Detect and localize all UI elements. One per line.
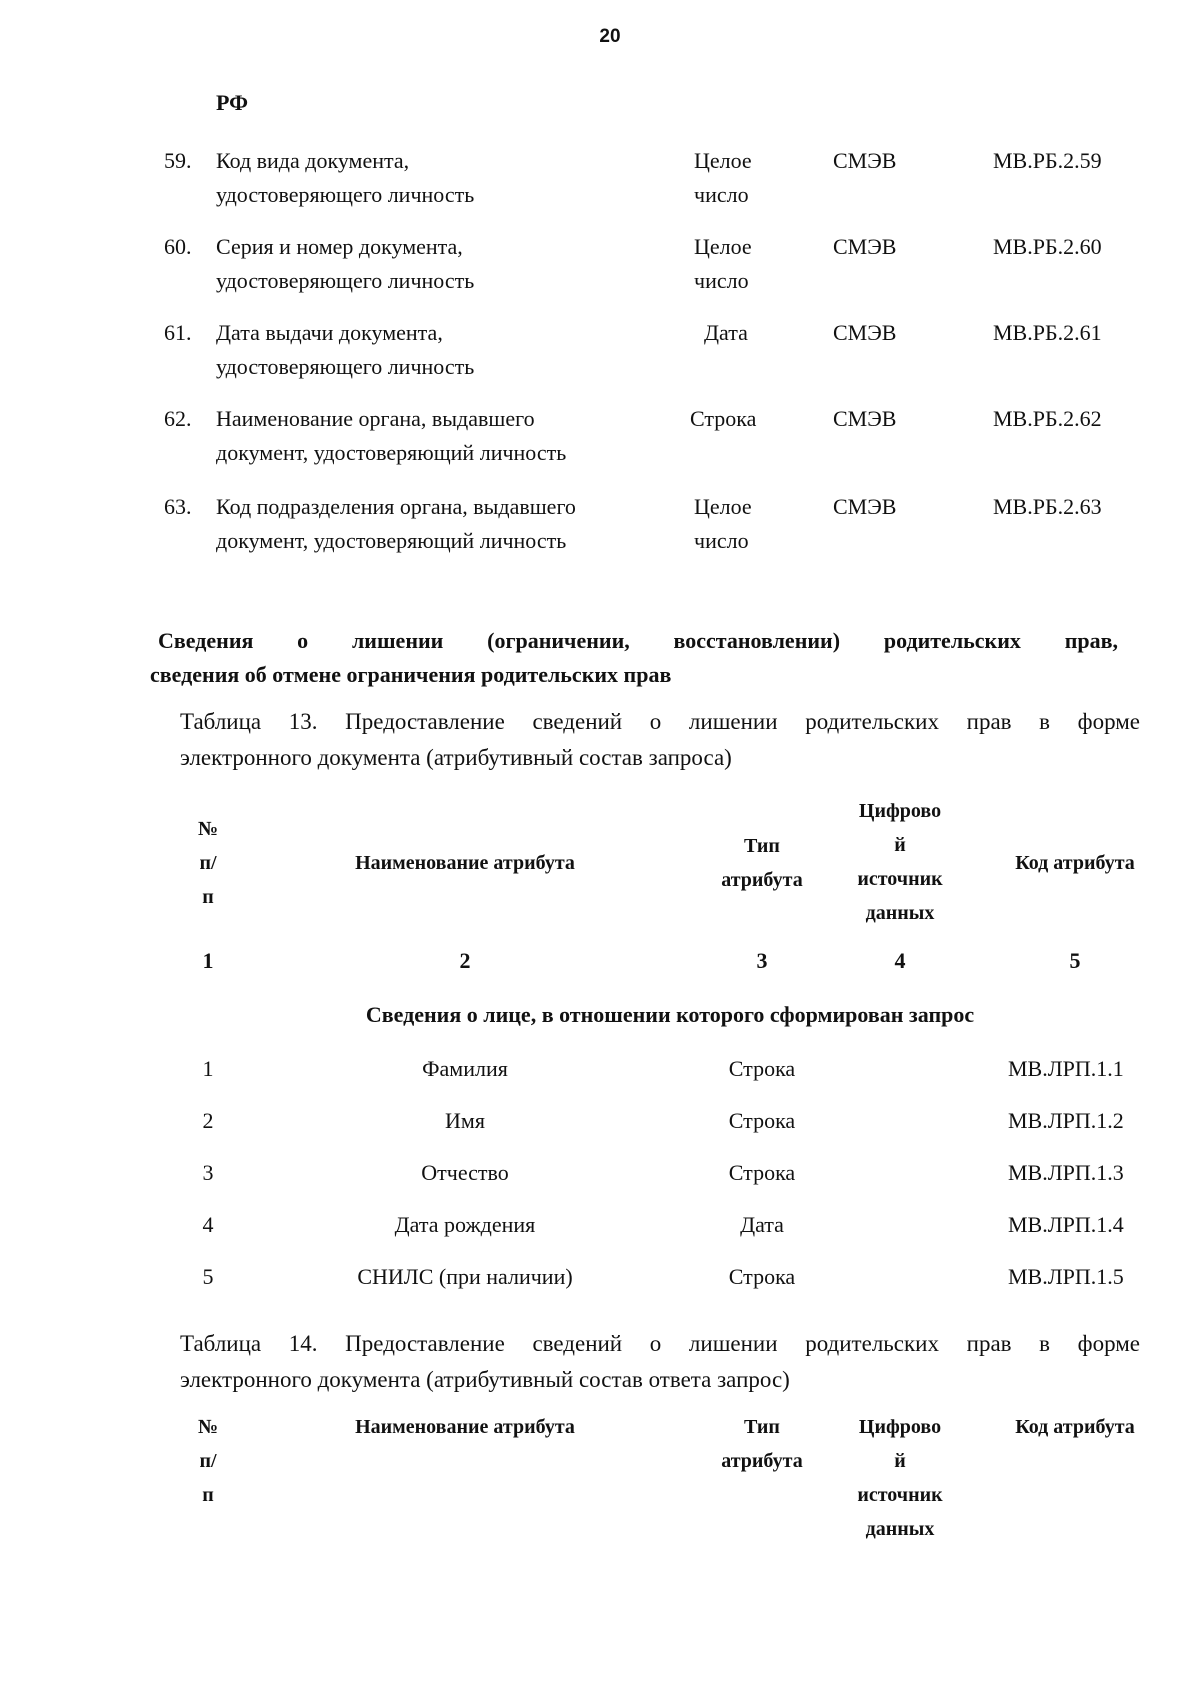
row-type: число: [694, 528, 749, 553]
row-type: Целое: [694, 234, 752, 259]
row-number: 60.: [164, 234, 192, 259]
header-num: [180, 812, 236, 914]
row-name-line: Код вида документа,: [216, 148, 410, 173]
header-source-line: источник: [857, 1484, 943, 1506]
row-name: Фамилия: [422, 1056, 508, 1081]
header-name: Наименование атрибута: [355, 1416, 575, 1438]
row-number: 63.: [164, 494, 192, 519]
row-name-line: удостоверяющего личность: [216, 354, 475, 379]
row-number: 5: [202, 1264, 214, 1289]
header-name: Наименование атрибута: [355, 852, 575, 874]
header-source: [838, 1410, 962, 1546]
column-number: 2: [459, 948, 471, 973]
row-name: СНИЛС (при наличии): [357, 1264, 573, 1289]
header-type: [700, 1410, 824, 1478]
row-source: СМЭВ: [833, 406, 897, 431]
row-name-line: документ, удостоверяющий личность: [216, 440, 567, 465]
header-source-line: й: [894, 1450, 906, 1472]
row-name-line: документ, удостоверяющий личность: [216, 528, 567, 553]
row-code: МВ.ЛРП.1.3: [1008, 1160, 1124, 1185]
header-source-line: данных: [865, 1518, 935, 1540]
row-type: Дата: [740, 1212, 784, 1237]
column-number: 4: [894, 948, 906, 973]
header-source-line: Цифрово: [858, 800, 942, 822]
row-type: Строка: [728, 1056, 796, 1081]
header-source-line: данных: [865, 902, 935, 924]
section-heading-line: Сведения о лишении (ограничении, восстановлении) родительских прав,: [158, 628, 1118, 653]
header-type-line: атрибута: [721, 869, 803, 891]
row-source: СМЭВ: [833, 494, 897, 519]
row-source: СМЭВ: [833, 320, 897, 345]
row-code: МВ.РБ.2.63: [993, 494, 1102, 519]
row-type: число: [694, 182, 749, 207]
row-number: 59.: [164, 148, 192, 173]
row-type: Строка: [690, 406, 757, 431]
table-13-caption-line: Таблица 13. Предоставление сведений о лишении родительских прав в форме: [180, 709, 1140, 734]
header-num-line: п: [202, 1484, 214, 1506]
row-source: СМЭВ: [833, 234, 897, 259]
row-type: Целое: [694, 148, 752, 173]
row-type: Строка: [728, 1264, 796, 1289]
row-code: МВ.ЛРП.1.1: [1008, 1056, 1124, 1081]
row-number: 62.: [164, 406, 192, 431]
table-13-caption-line: электронного документа (атрибутивный состав запроса): [180, 745, 732, 770]
header-source-line: Цифрово: [858, 1416, 942, 1438]
row-name-line: Код подразделения органа, выдавшего: [216, 494, 576, 519]
header-type: [700, 829, 824, 897]
page-number: 20: [599, 26, 621, 47]
header-source-line: источник: [857, 868, 943, 890]
header-code: Код атрибута: [1015, 1416, 1135, 1438]
row-type: Целое: [694, 494, 752, 519]
row-type: Дата: [704, 320, 748, 345]
row-name-line: удостоверяющего личность: [216, 268, 475, 293]
header-num-line: №: [197, 818, 219, 840]
row-code: МВ.ЛРП.1.2: [1008, 1108, 1124, 1133]
header-num-line: п/: [199, 852, 217, 874]
row-name-line: удостоверяющего личность: [216, 182, 475, 207]
row-number: 4: [202, 1212, 214, 1237]
row-number: 1: [202, 1056, 214, 1081]
header-num-line: п/: [199, 1450, 217, 1472]
header-num-line: №: [197, 1416, 219, 1438]
row-code: МВ.РБ.2.61: [993, 320, 1102, 345]
row-number: 3: [202, 1160, 214, 1185]
section-heading-line: сведения об отмене ограничения родительских прав: [150, 662, 672, 687]
column-number: 5: [1069, 948, 1081, 973]
row-code: МВ.ЛРП.1.5: [1008, 1264, 1124, 1289]
header-source-line: й: [894, 834, 906, 856]
row-number: 61.: [164, 320, 192, 345]
header-code: Код атрибута: [1015, 852, 1135, 874]
column-number: 3: [756, 948, 768, 973]
column-number: 1: [202, 948, 214, 973]
header-num-line: п: [202, 886, 214, 908]
table-14-caption-line: Таблица 14. Предоставление сведений о лишении родительских прав в форме: [180, 1331, 1140, 1356]
row-name: Отчество: [421, 1160, 509, 1185]
row-type: Строка: [728, 1160, 796, 1185]
header-type-line: атрибута: [721, 1450, 803, 1472]
header-source: [838, 794, 962, 930]
row-name-line: Дата выдачи документа,: [216, 320, 443, 345]
header-type-line: Тип: [744, 835, 780, 857]
row-source: СМЭВ: [833, 148, 897, 173]
group-heading: Сведения о лице, в отношении которого сформирован запрос: [365, 1002, 975, 1027]
header-num: [180, 1410, 236, 1512]
row-name: Дата рождения: [394, 1212, 536, 1237]
row-code: МВ.РБ.2.60: [993, 234, 1102, 259]
row-type: число: [694, 268, 749, 293]
continuation-text: РФ: [216, 90, 248, 115]
row-code: МВ.РБ.2.62: [993, 406, 1102, 431]
header-type-line: Тип: [744, 1416, 780, 1438]
row-type: Строка: [728, 1108, 796, 1133]
row-name-line: Наименование органа, выдавшего: [216, 406, 535, 431]
row-name-line: Серия и номер документа,: [216, 234, 463, 259]
row-name: Имя: [445, 1108, 485, 1133]
row-number: 2: [202, 1108, 214, 1133]
table-14-caption-line: электронного документа (атрибутивный состав ответа запрос): [180, 1367, 790, 1392]
row-code: МВ.ЛРП.1.4: [1008, 1212, 1124, 1237]
row-code: МВ.РБ.2.59: [993, 148, 1102, 173]
